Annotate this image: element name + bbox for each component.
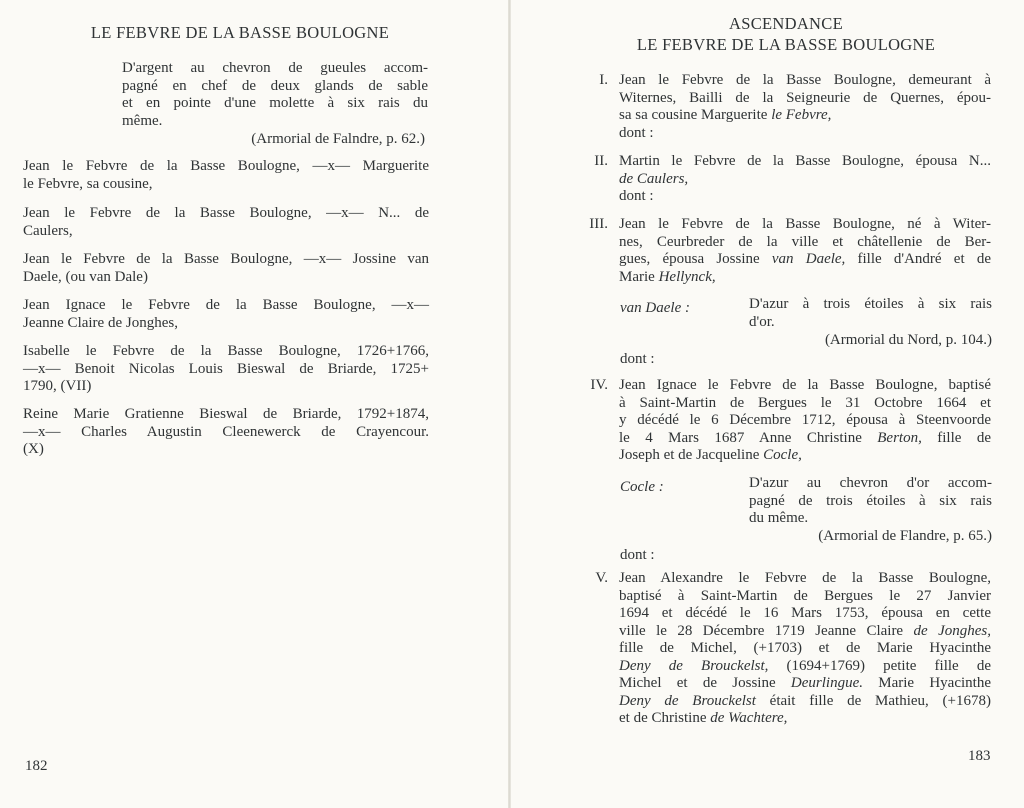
blazon-line: du même. <box>749 510 809 526</box>
blazon-line: et en pointe d'une molette à six rais du <box>122 95 428 111</box>
entry-line: baptisé à Saint-Martin de Bergues le 27 Janvier <box>619 587 991 604</box>
entry-surname: de Caulers, <box>619 170 689 187</box>
entry-text: et de Christine <box>619 710 711 726</box>
blazon-label: Cocle : <box>620 479 664 495</box>
lineage-item <box>23 343 429 396</box>
entry-line: 1694 et décédé le 16 Mars 1753, épousa en cette <box>619 605 991 621</box>
page-number-right: 183 <box>968 748 991 764</box>
entry-surname: de Wachtere, <box>710 710 788 726</box>
blazon-line: pagné en chef de deux glands de sable <box>122 77 428 94</box>
lineage-line: —x— Charles Augustin Cleenewerck de Crayencour. <box>23 423 429 440</box>
entry-text: Michel et de Jossine <box>619 675 791 691</box>
lineage-item <box>23 251 429 286</box>
entry-text: Marie Hyacinthe <box>862 675 991 691</box>
lineage-item <box>23 297 429 332</box>
entry-surname: Berton, <box>877 429 922 446</box>
blazon-label: van Daele : <box>620 300 690 316</box>
entry-numeral: V. <box>595 570 608 586</box>
entry-line: à Saint-Martin de Bergues le 31 Octobre 1664 et <box>619 394 991 411</box>
entry-line: y décédé le 6 Décembre 1712, épousa à Steenvoorde <box>619 412 991 428</box>
entry-text: était fille de Mathieu, (+1678) <box>755 692 991 709</box>
entry-line: Witernes, Bailli de la Seigneurie de Quernes, épou- <box>619 89 991 106</box>
entry-numeral: I. <box>599 72 608 88</box>
blazon-line: D'argent au chevron de gueules accom- <box>122 60 428 76</box>
lineage-line: Caulers, <box>23 222 73 239</box>
entry-surname: le Febvre, <box>771 107 832 123</box>
entry-text: ville le 28 Décembre 1719 Jeanne Claire <box>619 622 914 639</box>
entry-surname: van Daele, <box>771 251 846 267</box>
entry-dont: dont : <box>619 188 654 204</box>
lineage-line: Reine Marie Gratienne Bieswal de Briarde, 1792+1874, <box>23 406 429 422</box>
left-page <box>0 0 508 808</box>
entry-surname: Deurlingue. <box>790 675 863 691</box>
entry-text: Marie <box>619 268 659 285</box>
lineage-line: le Febvre, sa cousine, <box>23 175 153 192</box>
page-number-left: 182 <box>25 758 48 774</box>
entry-text: fille de <box>921 429 991 446</box>
entry-line: Jean le Febvre de la Basse Boulogne, demeurant à <box>619 72 991 88</box>
lineage-line: Isabelle le Febvre de la Basse Boulogne, 1726+1766, <box>23 343 429 359</box>
entry-surname: Deny de Brouckelst, <box>619 657 769 674</box>
left-page-title: LE FEBVRE DE LA BASSE BOULOGNE <box>90 23 390 42</box>
blazon-line: D'azur à trois étoiles à six rais <box>749 296 992 312</box>
entry-line <box>619 623 991 641</box>
lineage-item <box>23 158 429 193</box>
blazon-source: (Armorial de Flandre, p. 65.) <box>818 528 992 544</box>
entry-blazon <box>749 475 992 528</box>
left-blazon <box>122 60 428 130</box>
lineage-line: Jean le Febvre de la Basse Boulogne, —x— Jossine van <box>23 251 429 267</box>
entry-dont: dont : <box>620 547 655 563</box>
entry-line <box>619 430 991 448</box>
lineage-line: 1790, (VII) <box>23 378 92 394</box>
entry-numeral: II. <box>594 153 608 169</box>
entry-line: Jean Alexandre le Febvre de la Basse Boulogne, <box>619 570 991 586</box>
entry-line: nes, Ceurbreder de la ville et châtellenie de Ber- <box>619 233 991 250</box>
entry-line <box>619 658 991 676</box>
lineage-line: Jeanne Claire de Jonghes, <box>23 314 178 331</box>
lineage-item <box>23 406 429 459</box>
entry-line <box>619 251 991 269</box>
entry-dont: dont : <box>619 124 654 141</box>
lineage-line: Jean le Febvre de la Basse Boulogne, —x— Marguerite <box>23 158 429 174</box>
entry-line: Martin le Febvre de la Basse Boulogne, épousa N... <box>619 153 991 169</box>
entry-line <box>619 107 991 125</box>
lineage-line: —x— Benoit Nicolas Louis Bieswal de Briarde, 1725+ <box>23 360 429 377</box>
left-blazon-source: (Armorial de Falndre, p. 62.) <box>251 131 425 147</box>
blazon-line: d'or. <box>749 313 775 330</box>
entry-surname: de Jonghes, <box>913 622 991 639</box>
blazon-line: même. <box>122 112 163 129</box>
entry-surname: Deny de Brouckelst <box>619 692 756 709</box>
right-page-title: LE FEBVRE DE LA BASSE BOULOGNE <box>636 35 936 54</box>
entry-line: Jean Ignace le Febvre de la Basse Boulogne, baptisé <box>619 377 991 393</box>
lineage-line: Jean le Febvre de la Basse Boulogne, —x— N... de <box>23 205 429 221</box>
entry-line: fille de Michel, (+1703) et de Marie Hyacinthe <box>619 640 991 656</box>
entry-numeral: III. <box>589 216 608 232</box>
lineage-line: Daele, (ou van Dale) <box>23 268 148 285</box>
entry-text: fille d'André et de <box>845 251 991 267</box>
entry-text: Joseph et de Jacqueline <box>619 447 764 463</box>
entry-line <box>619 269 991 287</box>
entry-text: (1694+1769) petite fille de <box>768 657 991 674</box>
right-page <box>510 0 1024 808</box>
blazon-line: pagné de trois étoiles à six rais <box>749 492 992 509</box>
entry-blazon <box>749 296 992 331</box>
entry-text: gues, épousa Jossine <box>619 251 772 267</box>
entry-dont: dont : <box>620 351 655 367</box>
blazon-line: D'azur au chevron d'or accom- <box>749 475 992 491</box>
entry-text: sa sa cousine Marguerite <box>619 107 772 123</box>
entry-text: le 4 Mars 1687 Anne Christine <box>619 429 878 446</box>
entry-line <box>619 675 991 693</box>
lineage-item <box>23 205 429 240</box>
right-page-title-ascendance: ASCENDANCE <box>729 14 843 33</box>
lineage-line: (X) <box>23 441 44 457</box>
entry-surname: Cocle, <box>763 447 802 463</box>
entry-line <box>619 447 991 465</box>
entry-line <box>619 710 991 728</box>
entry-line: Jean le Febvre de la Basse Boulogne, né à Witer- <box>619 216 991 232</box>
blazon-source: (Armorial du Nord, p. 104.) <box>824 332 992 348</box>
lineage-line: Jean Ignace le Febvre de la Basse Boulogne, —x— <box>23 297 429 313</box>
entry-line <box>619 693 991 711</box>
entry-surname: Hellynck, <box>658 268 716 285</box>
entry-numeral: IV. <box>590 377 608 393</box>
